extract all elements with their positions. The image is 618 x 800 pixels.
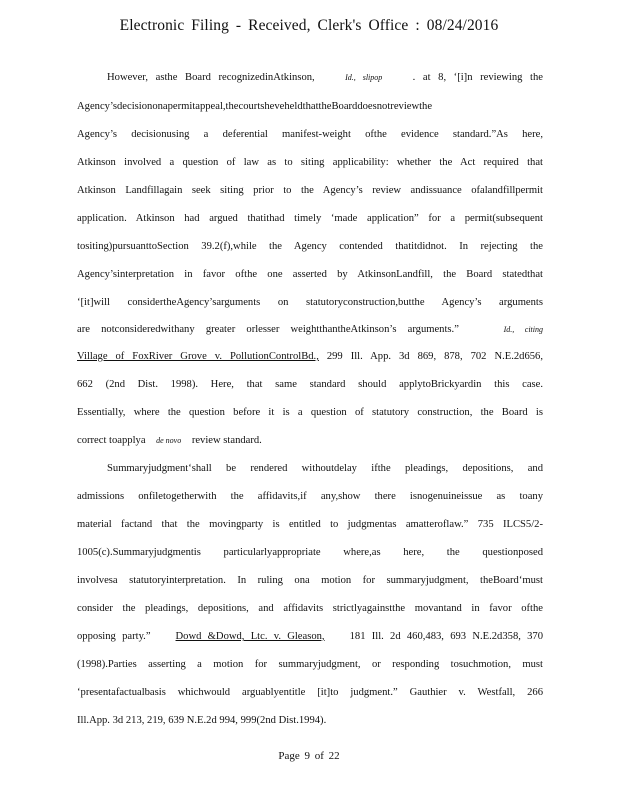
body-line: (1998).Parties asserting a motion for summaryjudgment, or responding tosuchmotion, must [77,659,543,670]
case-name-underlined: Village of FoxRiver Grove v. PollutionControlBd., [77,351,319,362]
filing-header: Electronic Filing - Received, Clerk's Office : 08/24/2016 [119,17,499,34]
page-number: 9 [304,750,310,762]
body-line: Essentially, where the question before it is a question of statutory construction, the Board is [77,407,543,418]
citation-italic: Id., citing [503,325,543,334]
body-line: 1005(c).Summaryjudgmentis particularlyappropriate where,as here, the questionposed [77,547,543,558]
body-line: correct toapplya de novo review standard. [77,435,262,446]
citation-italic: Id., slipop [345,73,383,82]
page-footer [0,750,618,762]
page-of: of [314,750,324,762]
body-line: Summaryjudgment‘shall be rendered withoutdelay ifthe pleadings, depositions, and [107,463,543,474]
body-line: ‘[it]will considertheAgency’sarguments on statutoryconstruction,butthe Agency’s arguments [77,297,543,308]
page-total: 22 [328,750,340,762]
body-line: application. Atkinson had argued thatithad timely ‘made application” for a permit(subsequent [77,213,543,224]
case-name-underlined: Dowd &Dowd, Ltc. v. Gleason, [175,631,325,642]
body-line: involvesa statutoryinterpretation. In ruling ona motion for summaryjudgment, theBoard‘must [77,575,543,586]
body-line: Ill.App. 3d 213, 219, 639 N.E.2d 994, 999(2nd Dist.1994). [77,715,327,726]
body-line: Agency’sdecisiononapermitappeal,thecourtsheveheldthattheBoarddoesnotreviewthe [77,101,433,112]
body-line: ‘presentafactualbasis whichwould arguablyentitle [it]to judgment.” Gauthier v. Westfall, 266 [77,687,543,698]
body-line: Village of FoxRiver Grove v. PollutionControlBd., 299 Ill. App. 3d 869, 878, 702 N.E.2d656, [77,351,543,362]
body-line: opposing party.” Dowd &Dowd, Ltc. v. Gleason, 181 Ill. 2d 460,483, 693 N.E.2d358, 370 [77,631,544,642]
body-line: Atkinson Landfillagain seek siting prior to the Agency’s review andissuance ofalandfillpermit [77,185,543,196]
body-line: Agency’sinterpretation in favor ofthe one asserted by AtkinsonLandfill, the Board statedthat [77,269,543,280]
body-line: Atkinson involved a question of law as to siting applicability: whether the Act required that [77,157,543,168]
body-line: are notconsideredwithany greater orlesser weightthantheAtkinson’s arguments.” Id., citing [77,324,543,335]
body-line: admissions onfiletogetherwith the affidavits,if any,show there isnogenuineissue as toany [77,491,543,502]
page-label: Page [278,750,300,762]
body-line: consider the pleadings, depositions, and affidavits strictlyagainstthe movantand in favor ofthe [77,603,543,614]
body-line: Agency’s decisionusing a deferential manifest-weight ofthe evidence standard.”As here, [77,129,543,140]
body-line: tositing)pursuanttoSection 39.2(f),while the Agency contended thatitdidnot. In rejecting the [77,241,543,252]
body-line: material factand that the movingparty is entitled to judgmentas amatteroflaw.” 735 ILCS5/2- [77,519,543,530]
body-line: 662 (2nd Dist. 1998). Here, that same standard should applytoBrickyardin this case. [77,379,543,390]
latin-italic: de novo [156,436,182,445]
body-line: However, asthe Board recognizedinAtkinson, Id., slipop . at 8, ‘[i]n reviewing the [107,72,544,83]
